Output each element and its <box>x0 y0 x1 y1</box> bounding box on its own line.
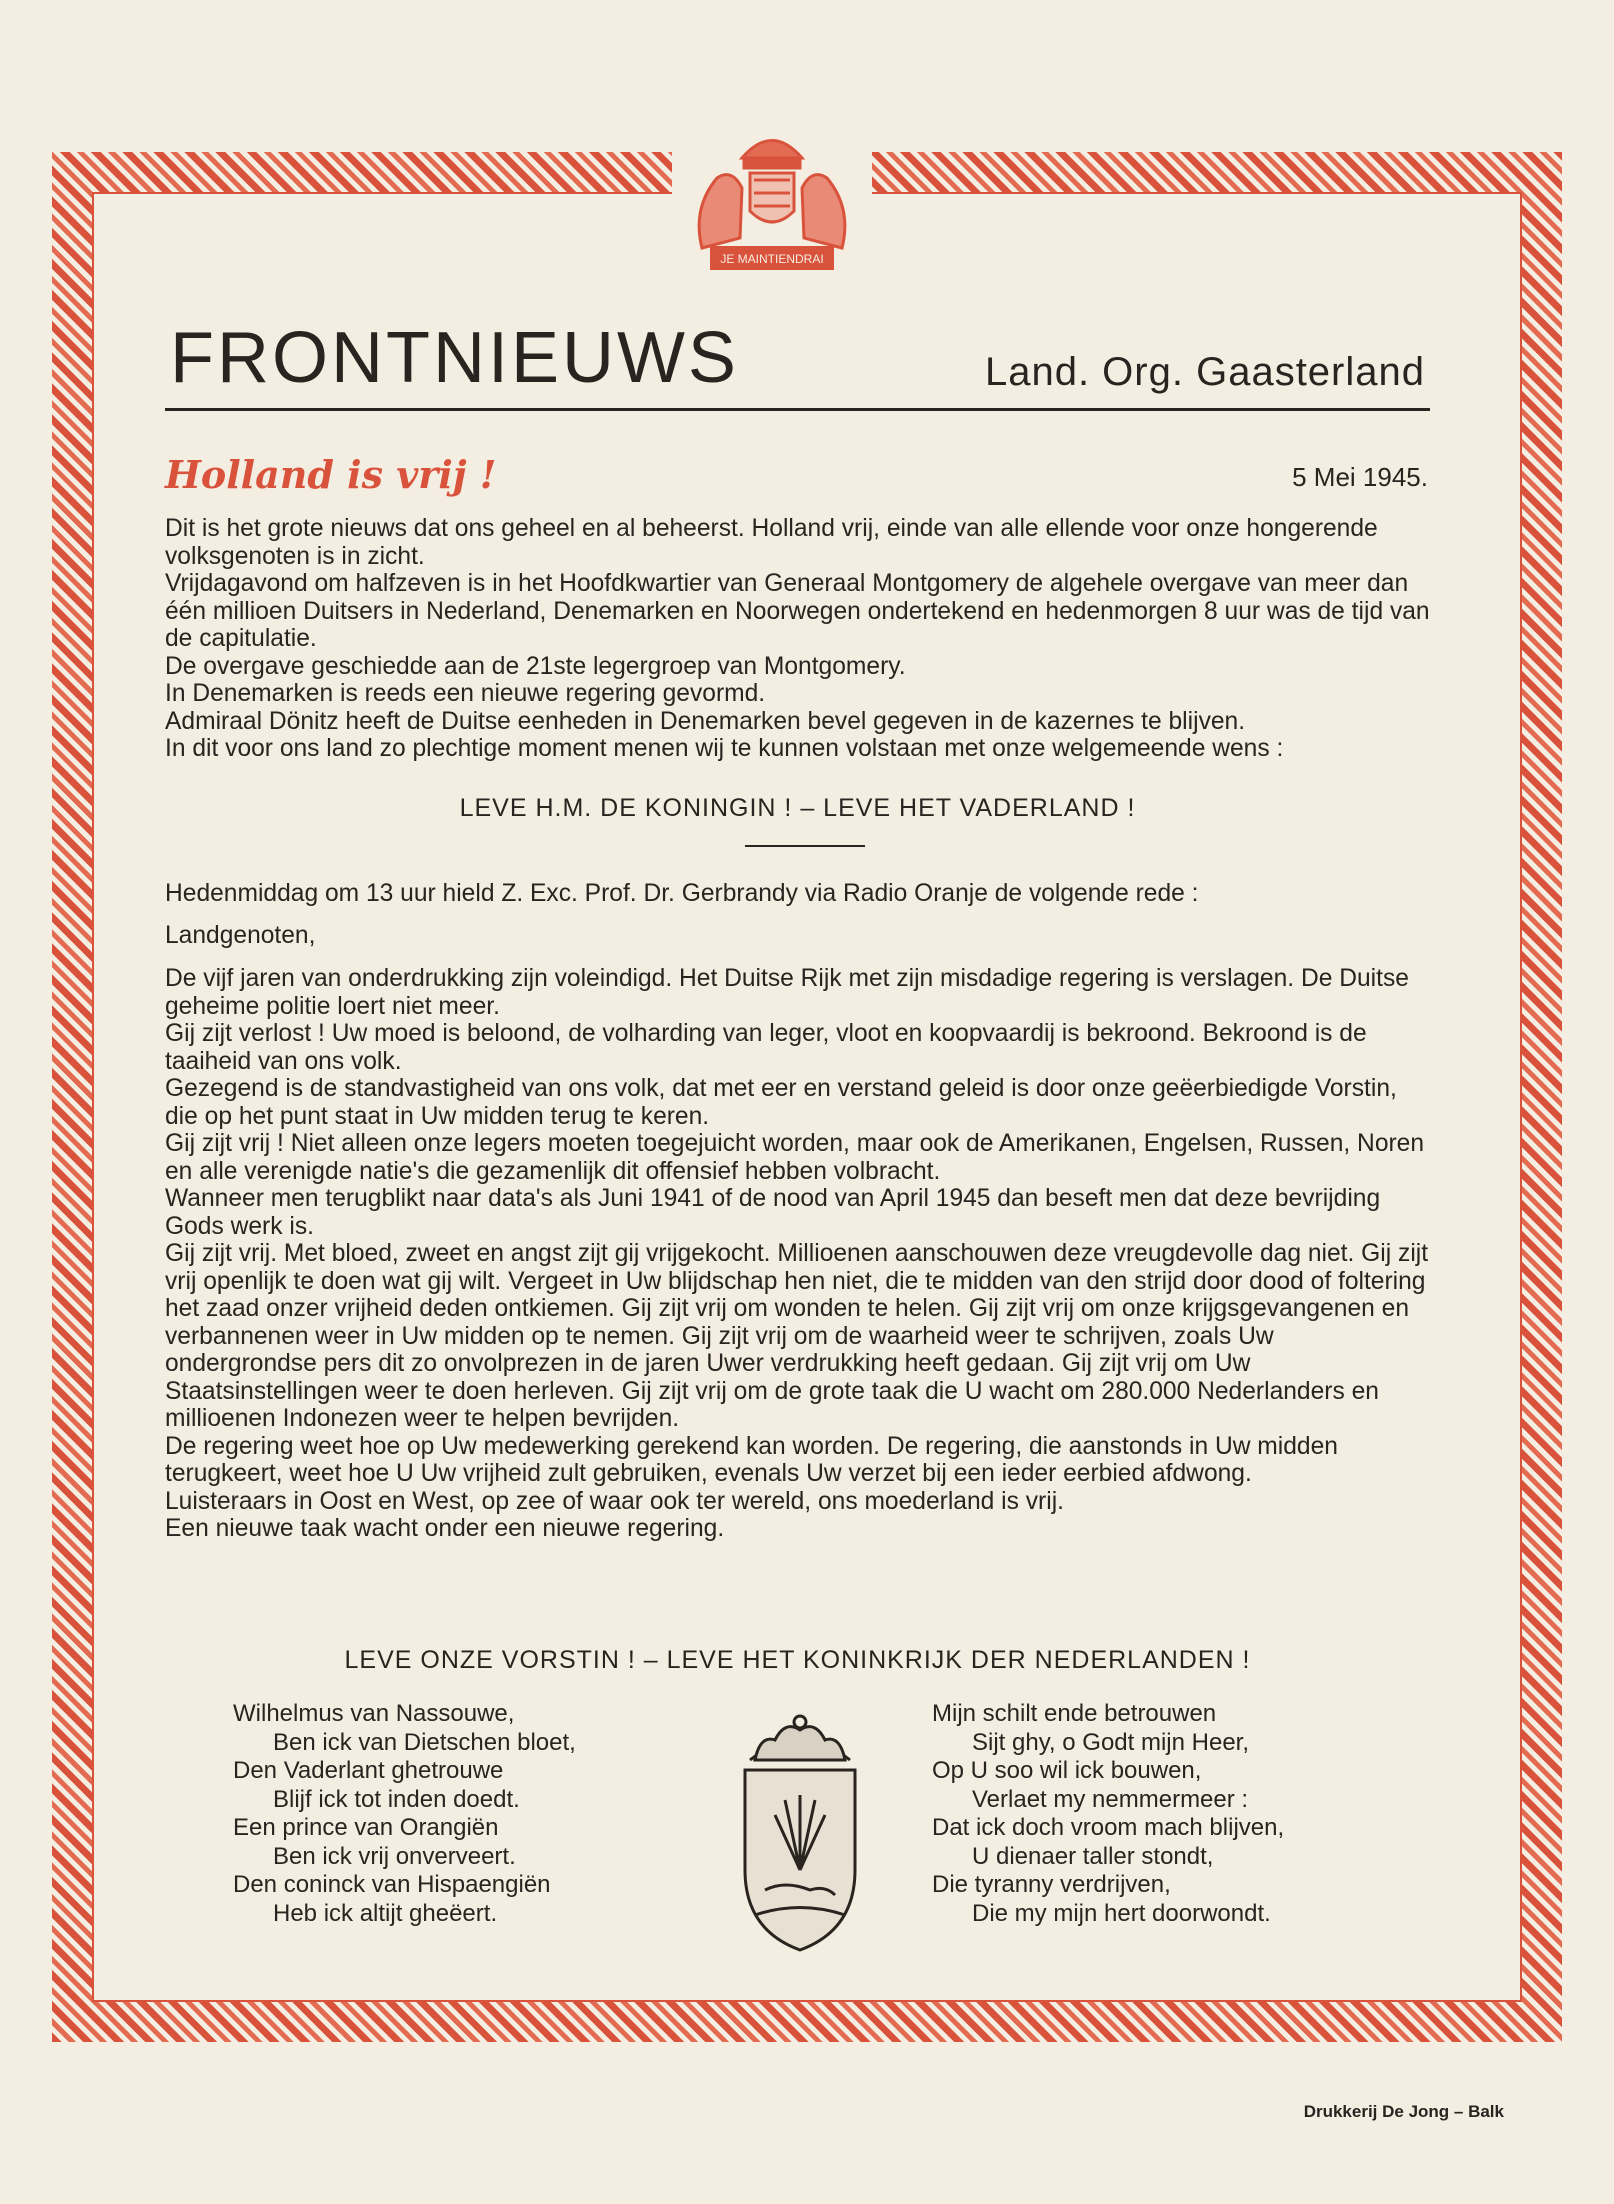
cheer-line: LEVE ONZE VORSTIN ! – LEVE HET KONINKRIJK DER NEDERLANDEN ! <box>344 1646 1251 1674</box>
paragraph: Dit is het grote nieuws dat ons geheel en al beheerst. Holland vrij, einde van alle ellende voor onze hongerende volksgenoten is in zicht. <box>165 515 1378 570</box>
newspaper-title: FRONTNIEUWS <box>170 318 739 398</box>
verse-line: U dienaer taller stondt, <box>972 1842 1214 1870</box>
paragraph: Vrijdagavond om halfzeven is in het Hoofdkwartier van Generaal Montgomery de algehele overgave van meer dan één millioen Duitsers in Nederland, Denemarken en Noorwegen ondertekend en hedenmorgen 8 uur was de tijd van de capitulatie. <box>165 570 1430 652</box>
section-divider <box>745 845 865 847</box>
verse-line: Den coninck van Hispaengiën <box>233 1871 551 1898</box>
news-section <box>165 515 1430 763</box>
paragraph: Admiraal Dönitz heeft de Duitse eenheden in Denemarken bevel gegeven in de kazernes te blijven. <box>165 707 1246 735</box>
verse-line: Blijf ick tot inden doedt. <box>273 1785 520 1813</box>
verse-line: Dat ick doch vroom mach blijven, <box>932 1814 1285 1841</box>
royal-coat-of-arms <box>672 118 872 278</box>
organization-name: Land. Org. Gaasterland <box>984 350 1425 394</box>
masthead <box>165 318 1430 411</box>
anthem-verse-right <box>932 1700 1284 1928</box>
verse-line: Die tyranny verdrijven, <box>932 1871 1171 1898</box>
paragraph: Gij zijt vrij. Met bloed, zweet en angst zijt gij vrijgekocht. Millioenen aanschouwen deze vreugdevolle dag niet. Gij zijt vrij openlijk te doen wat gij wilt. Vergeet in Uw blijdschap hen niet, die te midden van den strijd door dood of foltering het zaad onzer vrijheid deden ontkiemen. Gij zijt vrij om wonden te helen. Gij zijt vrij om onze krijgsgevangenen en verbannenen weer in Uw midden op te nemen. Gij zijt vrij om de waarheid weer te schrijven, zoals Uw ondergrondse pers dit zo onvolprezen in de jaren Uwer verdrukking heeft gedaan. Gij zijt vrij om Uw Staatsinstellingen weer te doen herleven. Gij zijt vrij om de grote taak die U wacht om 280.000 Nederlanders en millioenen Indonezen weer te helpen bevrijden. <box>165 1240 1429 1432</box>
verse-line: Op U soo wil ick bouwen, <box>932 1757 1202 1784</box>
paragraph: Gij zijt vrij ! Niet alleen onze legers moeten toegejuicht worden, maar ook de Amerikanen, Engelsen, Russen, Noren en alle verenigde natie's die gezamenlijk dit offensief hebben volbracht. <box>165 1130 1425 1185</box>
paragraph: Luisteraars in Oost en West, op zee of waar ook ter wereld, ons moederland is vrij. <box>165 1487 1065 1515</box>
paragraph: Een nieuwe taak wacht onder een nieuwe regering. <box>165 1515 725 1542</box>
paragraph: Gezegend is de standvastigheid van ons volk, dat met eer en verstand geleid is door onze geëerbiedigde Vorstin, die op het punt staat in Uw midden terug te keren. <box>165 1075 1397 1130</box>
headline: Holland is vrij ! <box>165 452 497 497</box>
paragraph: In dit voor ons land zo plechtige moment menen wij te kunnen volstaan met onze welgemeende wens : <box>165 735 1284 762</box>
speech-greeting: Landgenoten, <box>165 922 316 949</box>
paragraph: Gij zijt verlost ! Uw moed is beloond, de volharding van leger, vloot en koopvaardij is bekroond. Bekroond is de taaiheid van ons volk. <box>165 1020 1367 1075</box>
verse-line: Wilhelmus van Nassouwe, <box>233 1700 515 1727</box>
verse-line: Die my mijn hert doorwondt. <box>972 1899 1271 1927</box>
verse-line: Sijt ghy, o Godt mijn Heer, <box>972 1728 1250 1756</box>
svg-text:JE MAINTIENDRAI: JE MAINTIENDRAI <box>720 252 824 266</box>
paragraph: De overgave geschiedde aan de 21ste legergroep van Montgomery. <box>165 652 906 680</box>
verse-line: Een prince van Orangiën <box>233 1814 499 1841</box>
verse-line: Mijn schilt ende betrouwen <box>932 1700 1217 1727</box>
speech-intro: Hedenmiddag om 13 uur hield Z. Exc. Prof. Dr. Gerbrandy via Radio Oranje de volgende rede : <box>165 880 1199 907</box>
paragraph: De vijf jaren van onderdrukking zijn voleindigd. Het Duitse Rijk met zijn misdadige regering is verslagen. De Duitse geheime politie loert niet meer. <box>165 965 1409 1020</box>
verse-line: Heb ick altijt gheëert. <box>273 1899 498 1927</box>
gaasterland-coat-of-arms <box>715 1700 885 1960</box>
printer-credit: Drukkerij De Jong – Balk <box>1303 2102 1504 2121</box>
cheer-line: LEVE H.M. DE KONINGIN ! – LEVE HET VADERLAND ! <box>459 794 1136 822</box>
anthem-verse-left <box>233 1700 576 1928</box>
verse-line: Ben ick van Dietschen bloet, <box>273 1728 576 1756</box>
publication-date: 5 Mei 1945. <box>1292 462 1428 492</box>
paragraph: In Denemarken is reeds een nieuwe regering gevormd. <box>165 680 766 707</box>
paragraph: De regering weet hoe op Uw medewerking gerekend kan worden. De regering, die aanstonds in Uw midden terugkeert, weet hoe U Uw vrijheid zult gebruiken, evenals Uw verzet bij een ieder eerbied afdwong. <box>165 1432 1338 1487</box>
paragraph: Wanneer men terugblikt naar data's als Juni 1941 of de nood van April 1945 dan beseft men dat deze bevrijding Gods werk is. <box>165 1185 1381 1240</box>
speech-text <box>165 965 1430 1543</box>
verse-line: Den Vaderlant ghetrouwe <box>233 1757 504 1784</box>
verse-line: Ben ick vrij onverveert. <box>273 1842 516 1870</box>
verse-line: Verlaet my nemmermeer : <box>972 1785 1249 1813</box>
